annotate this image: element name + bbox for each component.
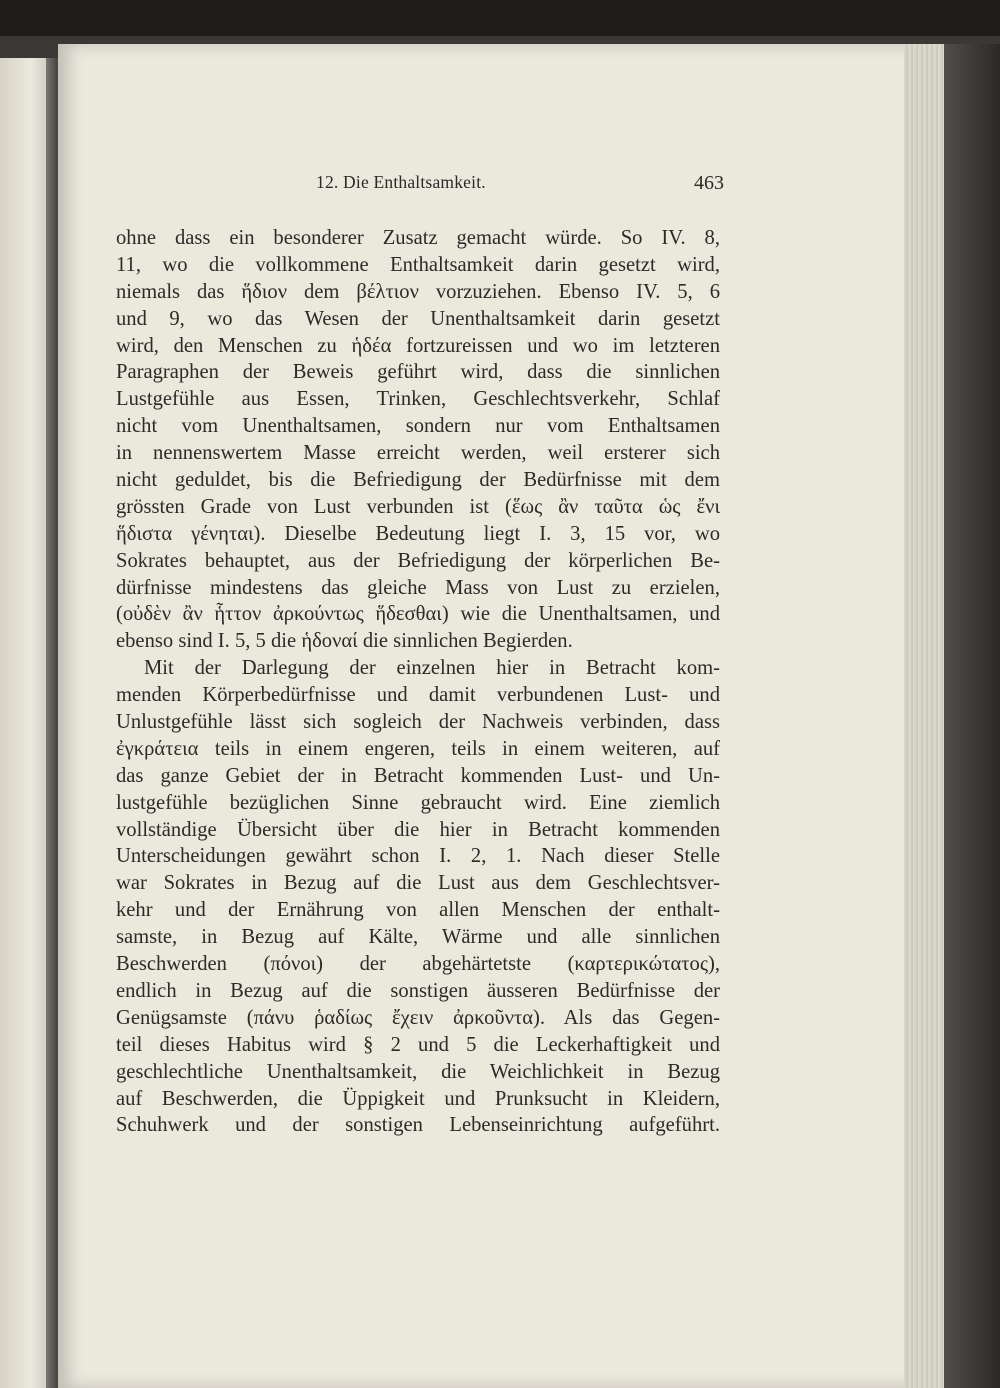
text-line: Lustgefühle aus Essen, Trinken, Geschlechtsverkehr, Schlaf [116, 388, 720, 411]
body-text [116, 225, 720, 1139]
text-line: ebenso sind I. 5, 5 die ἡδοναί die sinnlichen Begierden. [116, 630, 573, 653]
text-line: Schuhwerk und der sonstigen Lebenseinrichtung aufgeführt. [116, 1114, 720, 1137]
text-line: Sokrates behauptet, aus der Befriedigung der körperlichen Be- [116, 549, 720, 572]
text-line: und 9, wo das Wesen der Unenthaltsamkeit darin gesetzt [116, 307, 720, 330]
text-line: Unterscheidungen gewährt schon I. 2, 1. Nach dieser Stelle [116, 845, 720, 868]
text-line: ἥδιστα γένηται). Dieselbe Bedeutung liegt I. 3, 15 vor, wo [116, 522, 720, 545]
text-line: Paragraphen der Beweis geführt wird, dass die sinnlichen [116, 361, 720, 384]
text-line: grössten Grade von Lust verbunden ist (ἕως ἂν ταῦτα ὡς ἔνι [116, 495, 720, 518]
text-line: 11, wo die vollkommene Enthaltsamkeit darin gesetzt wird, [116, 253, 720, 276]
text-line: das ganze Gebiet der in Betracht kommenden Lust- und Un- [116, 764, 720, 787]
previous-page-edge [0, 58, 52, 1388]
text-line: kehr und der Ernährung von allen Menschen der enthalt- [116, 899, 720, 922]
book-cover-edge [944, 44, 1000, 1388]
text-line: wird, den Menschen zu ἡδέα fortzureissen und wo im letzteren [116, 334, 720, 357]
page-stack-edges [904, 44, 944, 1388]
text-line: Genügsamste (πάνυ ῥαδίως ἔχειν ἀρκοῦντα). Als das Gegen- [116, 1006, 720, 1029]
text-line: dürfnisse mindestens das gleiche Mass von Lust zu erzielen, [116, 576, 720, 599]
text-line: samste, in Bezug auf Kälte, Wärme und alle sinnlichen [116, 926, 720, 949]
text-line: war Sokrates in Bezug auf die Lust aus dem Geschlechtsver- [116, 872, 720, 895]
text-line: Unlustgefühle lässt sich sogleich der Nachweis verbinden, dass [116, 711, 720, 734]
page-number: 463 [694, 172, 724, 194]
text-line: (οὐδὲν ἂν ἧττον ἀρκούντως ἥδεσθαι) wie die Unenthaltsamen, und [116, 603, 720, 626]
text-line: endlich in Bezug auf die sonstigen äusseren Bedürfnisse der [116, 979, 720, 1002]
text-line: in nennenswertem Masse erreicht werden, weil ersterer sich [116, 442, 720, 465]
text-line: lustgefühle bezüglichen Sinne gebraucht wird. Eine ziemlich [116, 791, 720, 814]
text-line: Beschwerden (πόνοι) der abgehärtetste (καρτερικώτατος), [116, 953, 720, 976]
running-title: 12. Die Enthaltsamkeit. [316, 172, 486, 192]
text-line: ἐγκράτεια teils in einem engeren, teils in einem weiteren, auf [116, 737, 720, 760]
text-line: teil dieses Habitus wird § 2 und 5 die Leckerhaftigkeit und [116, 1033, 720, 1056]
page-header [316, 172, 724, 202]
text-line: ohne dass ein besonderer Zusatz gemacht würde. So IV. 8, [116, 227, 720, 249]
text-line: vollständige Übersicht über die hier in Betracht kommenden [116, 818, 720, 841]
text-line: nicht geduldet, bis die Befriedigung der Bedürfnisse mit dem [116, 469, 720, 492]
text-line: Mit der Darlegung der einzelnen hier in Betracht kom- [144, 657, 720, 680]
text-line: menden Körperbedürfnisse und damit verbundenen Lust- und [116, 684, 720, 707]
text-line: auf Beschwerden, die Üppigkeit und Prunksucht in Kleidern, [116, 1087, 720, 1110]
text-line: geschlechtliche Unenthaltsamkeit, die Weichlichkeit in Bezug [116, 1060, 720, 1083]
text-line: nicht vom Unenthaltsamen, sondern nur vom Enthaltsamen [116, 415, 720, 438]
text-line: niemals das ἥδιον dem βέλτιον vorzuziehen. Ebenso IV. 5, 6 [116, 280, 720, 303]
